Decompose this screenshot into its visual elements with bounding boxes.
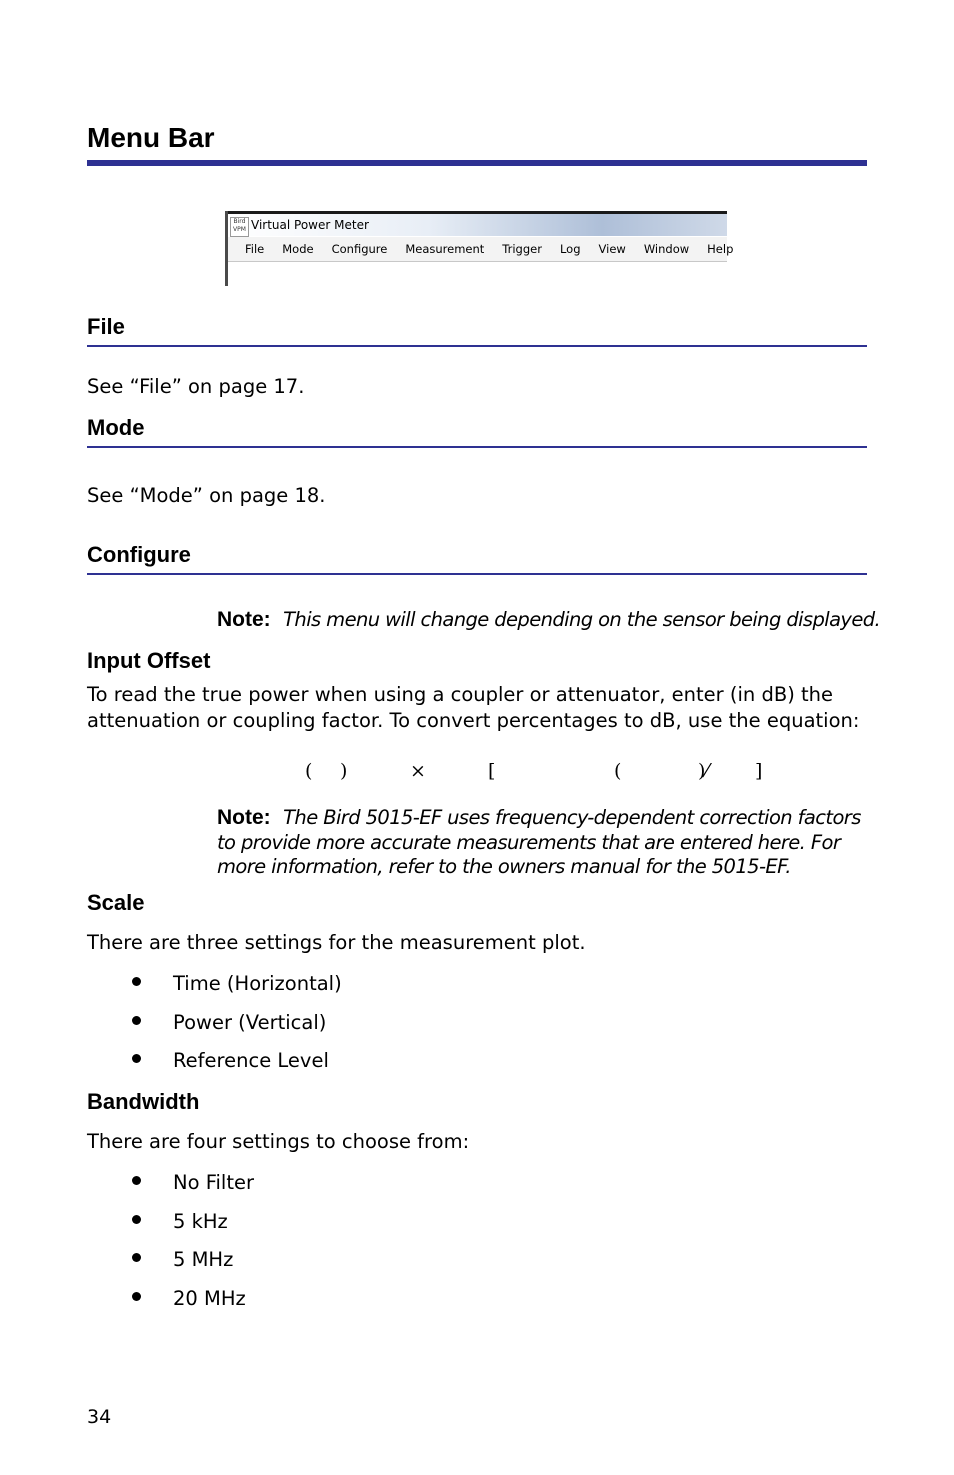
page-title: Menu Bar xyxy=(87,122,215,153)
note-label: Note: xyxy=(217,806,271,829)
configure-rule xyxy=(87,573,867,575)
mode-rule xyxy=(87,446,867,448)
list-item: Time (Horizontal) xyxy=(173,972,342,995)
list-item: Reference Level xyxy=(173,1049,329,1072)
menu-measurement[interactable]: Measurement xyxy=(405,242,485,256)
bullet-icon xyxy=(132,1292,141,1301)
input-offset-line-1: To read the true power when using a coupler or attenuator, enter (in dB) the xyxy=(87,683,834,706)
menu-trigger[interactable]: Trigger xyxy=(502,242,542,256)
menu-file[interactable]: File xyxy=(245,242,265,256)
eq-times: × xyxy=(410,760,426,782)
list-item: No Filter xyxy=(173,1171,255,1194)
window-top-border xyxy=(225,211,727,214)
input-offset-heading: Input Offset xyxy=(87,648,211,673)
menu-items xyxy=(245,242,751,256)
bullet-icon xyxy=(132,1176,141,1185)
mode-text: See “Mode” on page 18. xyxy=(87,484,326,507)
app-icon: Bird VPM xyxy=(230,217,249,237)
file-text: See “File” on page 17. xyxy=(87,375,305,398)
file-rule xyxy=(87,345,867,347)
bandwidth-text: There are four settings to choose from: xyxy=(87,1130,470,1153)
bullet-icon xyxy=(132,1215,141,1224)
menu-log[interactable]: Log xyxy=(559,242,581,256)
file-heading: File xyxy=(87,314,125,339)
scale-heading: Scale xyxy=(87,890,145,915)
note-line-2: to provide more accurate measurements that are entered here. For xyxy=(217,831,841,854)
eq-open-paren-2: ( xyxy=(614,760,622,782)
configure-heading: Configure xyxy=(87,542,191,567)
input-offset-note xyxy=(217,806,877,878)
title-rule xyxy=(87,160,867,166)
bullet-icon xyxy=(132,1253,141,1262)
list-item: 20 MHz xyxy=(173,1287,246,1310)
input-offset-line-2: attenuation or coupling factor. To convert percentages to dB, use the equation: xyxy=(87,709,860,732)
list-item: Power (Vertical) xyxy=(173,1011,327,1034)
eq-close-paren: ) xyxy=(340,760,348,782)
bullet-icon xyxy=(132,1054,141,1063)
list-item: 5 MHz xyxy=(173,1248,234,1271)
menu-window[interactable]: Window xyxy=(643,242,690,256)
eq-open-paren: ( xyxy=(305,760,313,782)
note-line-3: more information, refer to the owners manual for the 5015-EF. xyxy=(217,855,791,878)
configure-note xyxy=(217,608,880,632)
page-number: 34 xyxy=(87,1406,112,1428)
menu-help[interactable]: Help xyxy=(707,242,734,256)
note-label: Note: xyxy=(217,608,271,631)
scale-text: There are three settings for the measurement plot. xyxy=(87,931,586,954)
bullet-icon xyxy=(132,977,141,986)
menu-configure[interactable]: Configure xyxy=(331,242,388,256)
eq-close-paren-divide: )⁄ xyxy=(698,760,709,782)
eq-open-bracket: [ xyxy=(488,760,496,782)
eq-close-bracket: ] xyxy=(755,760,763,782)
menu-mode[interactable]: Mode xyxy=(282,242,314,256)
note-line-1: The Bird 5015-EF uses frequency-dependent correction factors xyxy=(283,806,861,829)
note-text: This menu will change depending on the sensor being displayed. xyxy=(283,608,881,631)
list-item: 5 kHz xyxy=(173,1210,228,1233)
bullet-icon xyxy=(132,1016,141,1025)
window-title: Virtual Power Meter xyxy=(251,218,369,232)
menu-view[interactable]: View xyxy=(598,242,626,256)
mode-heading: Mode xyxy=(87,415,145,440)
bandwidth-heading: Bandwidth xyxy=(87,1089,200,1114)
